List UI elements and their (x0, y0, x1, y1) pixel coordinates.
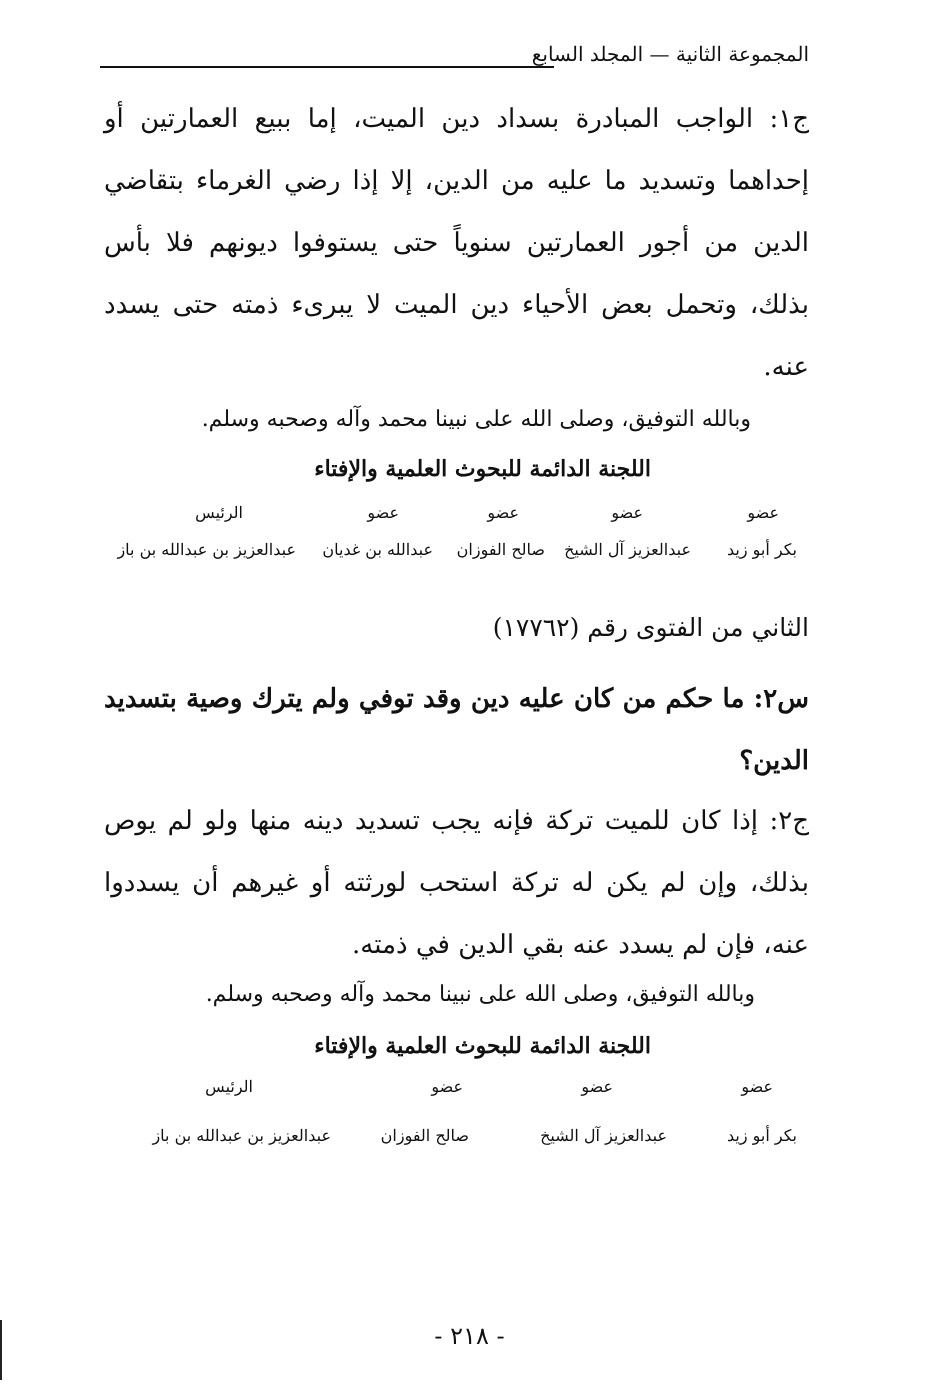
signature-name: بكر أبو زيد (726, 1126, 797, 1145)
committee-name-1: اللجنة الدائمة للبحوث العلمية والإفتاء (314, 456, 651, 482)
signature-name: صالح الفوزان (456, 540, 545, 559)
signature-role: عضو (487, 503, 519, 522)
closing-formula-1: وبالله التوفيق، وصلى الله على نبينا محمد وآله وصحبه وسلم. (201, 407, 751, 432)
committee-name-2: اللجنة الدائمة للبحوث العلمية والإفتاء (314, 1033, 651, 1059)
signature-role: عضو (367, 503, 399, 522)
question-2-paragraph: س٢: ما حكم من كان عليه دين وقد توفي ولم يترك وصية بتسديد الدين؟ (104, 684, 809, 776)
answer-1-paragraph: ج١: الواجب المبادرة بسداد دين الميت، إما ببيع العمارتين أو إحداهما وتسديد ما عليه من الدين، إلا إذا رضي الغرماء بتقاضي الدين من أجور العمارتين سنوياً حتى يستوفوا ديونهم فلا بأس بذلك، وتحمل بعض الأحياء دين الميت لا يبرىء ذمته حتى يسدد عنه. (104, 104, 809, 382)
signature-role: عضو (741, 1077, 773, 1096)
signature-name: بكر أبو زيد (726, 540, 797, 559)
signature-name: عبدالعزيز بن عبدالله بن باز (152, 1126, 331, 1145)
answer-2-paragraph: ج٢: إذا كان للميت تركة فإنه يجب تسديد دينه منها ولو لم يوص بذلك، وإن لم يكن له تركة استحب لورثته أو غيرهم أن يسددوا عنه، فإن لم يسدد عنه بقي الدين في ذمته. (104, 806, 809, 960)
header-rule (100, 66, 554, 68)
signature-name: عبدالعزيز بن عبدالله بن باز (117, 540, 296, 559)
signature-role: عضو (611, 503, 643, 522)
signature-role: الرئيس (205, 1077, 253, 1096)
signature-name: عبدالعزيز آل الشيخ (564, 540, 691, 559)
fatwa-number-heading: الثاني من الفتوى رقم (١٧٧٦٢) (492, 613, 809, 642)
signature-role: عضو (431, 1077, 463, 1096)
signature-name: عبدالعزيز آل الشيخ (540, 1126, 667, 1145)
signature-role: عضو (581, 1077, 613, 1096)
closing-formula-2: وبالله التوفيق، وصلى الله على نبينا محمد وآله وصحبه وسلم. (205, 982, 755, 1007)
signature-role: عضو (747, 503, 779, 522)
page-number: - ٢١٨ - (434, 1322, 505, 1350)
signature-role: الرئيس (195, 503, 243, 522)
running-header-title: المجموعة الثانية — المجلد السابع (531, 42, 809, 66)
scan-edge-line (0, 1320, 2, 1380)
signature-name: صالح الفوزان (380, 1126, 469, 1145)
signature-name: عبدالله بن غديان (322, 540, 433, 559)
